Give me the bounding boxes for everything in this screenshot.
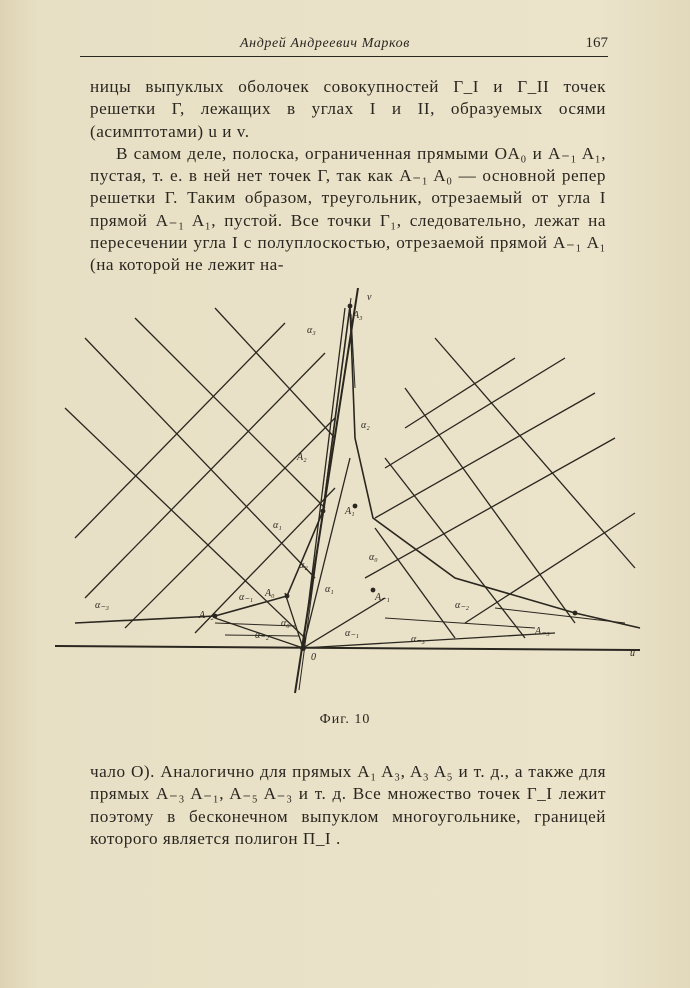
label-am2b: α₋₂ [255, 630, 270, 641]
label-a1: α₁ [273, 520, 282, 531]
label-Am1: A₋₁ [375, 592, 390, 603]
figure-caption: Фиг. 10 [319, 712, 371, 727]
lattice-diagram [55, 278, 645, 708]
page-header [80, 34, 608, 57]
label-v: v [367, 292, 372, 303]
label-am1: α₋₁ [239, 592, 254, 603]
running-head: Андрей Андреевич Марков [240, 36, 410, 51]
label-a2: α₂ [361, 420, 370, 431]
label-a0: α₀ [369, 552, 378, 563]
paragraph-1: ницы выпуклых оболочек совокупностей Γ_I и Γ_II точек решетки Γ, лежащих в углах I и II, образуемых осями (асимптотами) u и v. [90, 77, 606, 141]
label-Am2: A₋₂ [199, 610, 214, 621]
label-a2b: α₂ [299, 560, 308, 571]
label-A2: A₂ [297, 452, 307, 463]
label-A3: A₃ [353, 310, 363, 321]
label-a0b: α₀ [281, 618, 290, 629]
label-am1b: α₋₁ [345, 628, 360, 639]
label-am3b: α₋₃ [411, 634, 426, 645]
label-a3: α₃ [307, 325, 316, 336]
label-origin: 0 [311, 652, 316, 663]
label-u: u [630, 648, 635, 659]
label-A0: A₀ [265, 588, 275, 599]
body-text-bottom [90, 761, 606, 850]
page-number: 167 [585, 35, 608, 51]
label-am2: α₋₂ [455, 600, 470, 611]
label-Am3: A₋₃ [535, 626, 550, 637]
figure-10 [55, 278, 645, 708]
label-A1: A₁ [345, 506, 355, 517]
paragraph-2: В самом деле, полоска, ограниченная прямыми OA₀ и A₋₁ A₁, пустая, т. е. в ней нет точек Γ, так как A₋₁ A₀ — основной репер решетки Γ. Таким образом, треугольник, отрезаемый от угла I прямой A₋₁ A₁, пустой. Все точки Γ₁, следовательно, лежат на пересечении угла I с полуплоскостью, отрезаемой прямой A₋₁ A₁ (на которой не лежит на- [90, 143, 606, 275]
body-text-top [90, 76, 606, 277]
paragraph-3: чало O). Аналогично для прямых A₁ A₃, A₃ A₅ и т. д., а также для прямых A₋₃ A₋₁, A₋₅ A₋₃ и т. д. Все множество точек Γ_I лежит поэтому в бесконечном выпуклом многоугольнике, границей которого является полигон Π_I . [90, 762, 606, 848]
label-am3: α₋₃ [95, 600, 110, 611]
label-a1b: α₁ [325, 584, 334, 595]
